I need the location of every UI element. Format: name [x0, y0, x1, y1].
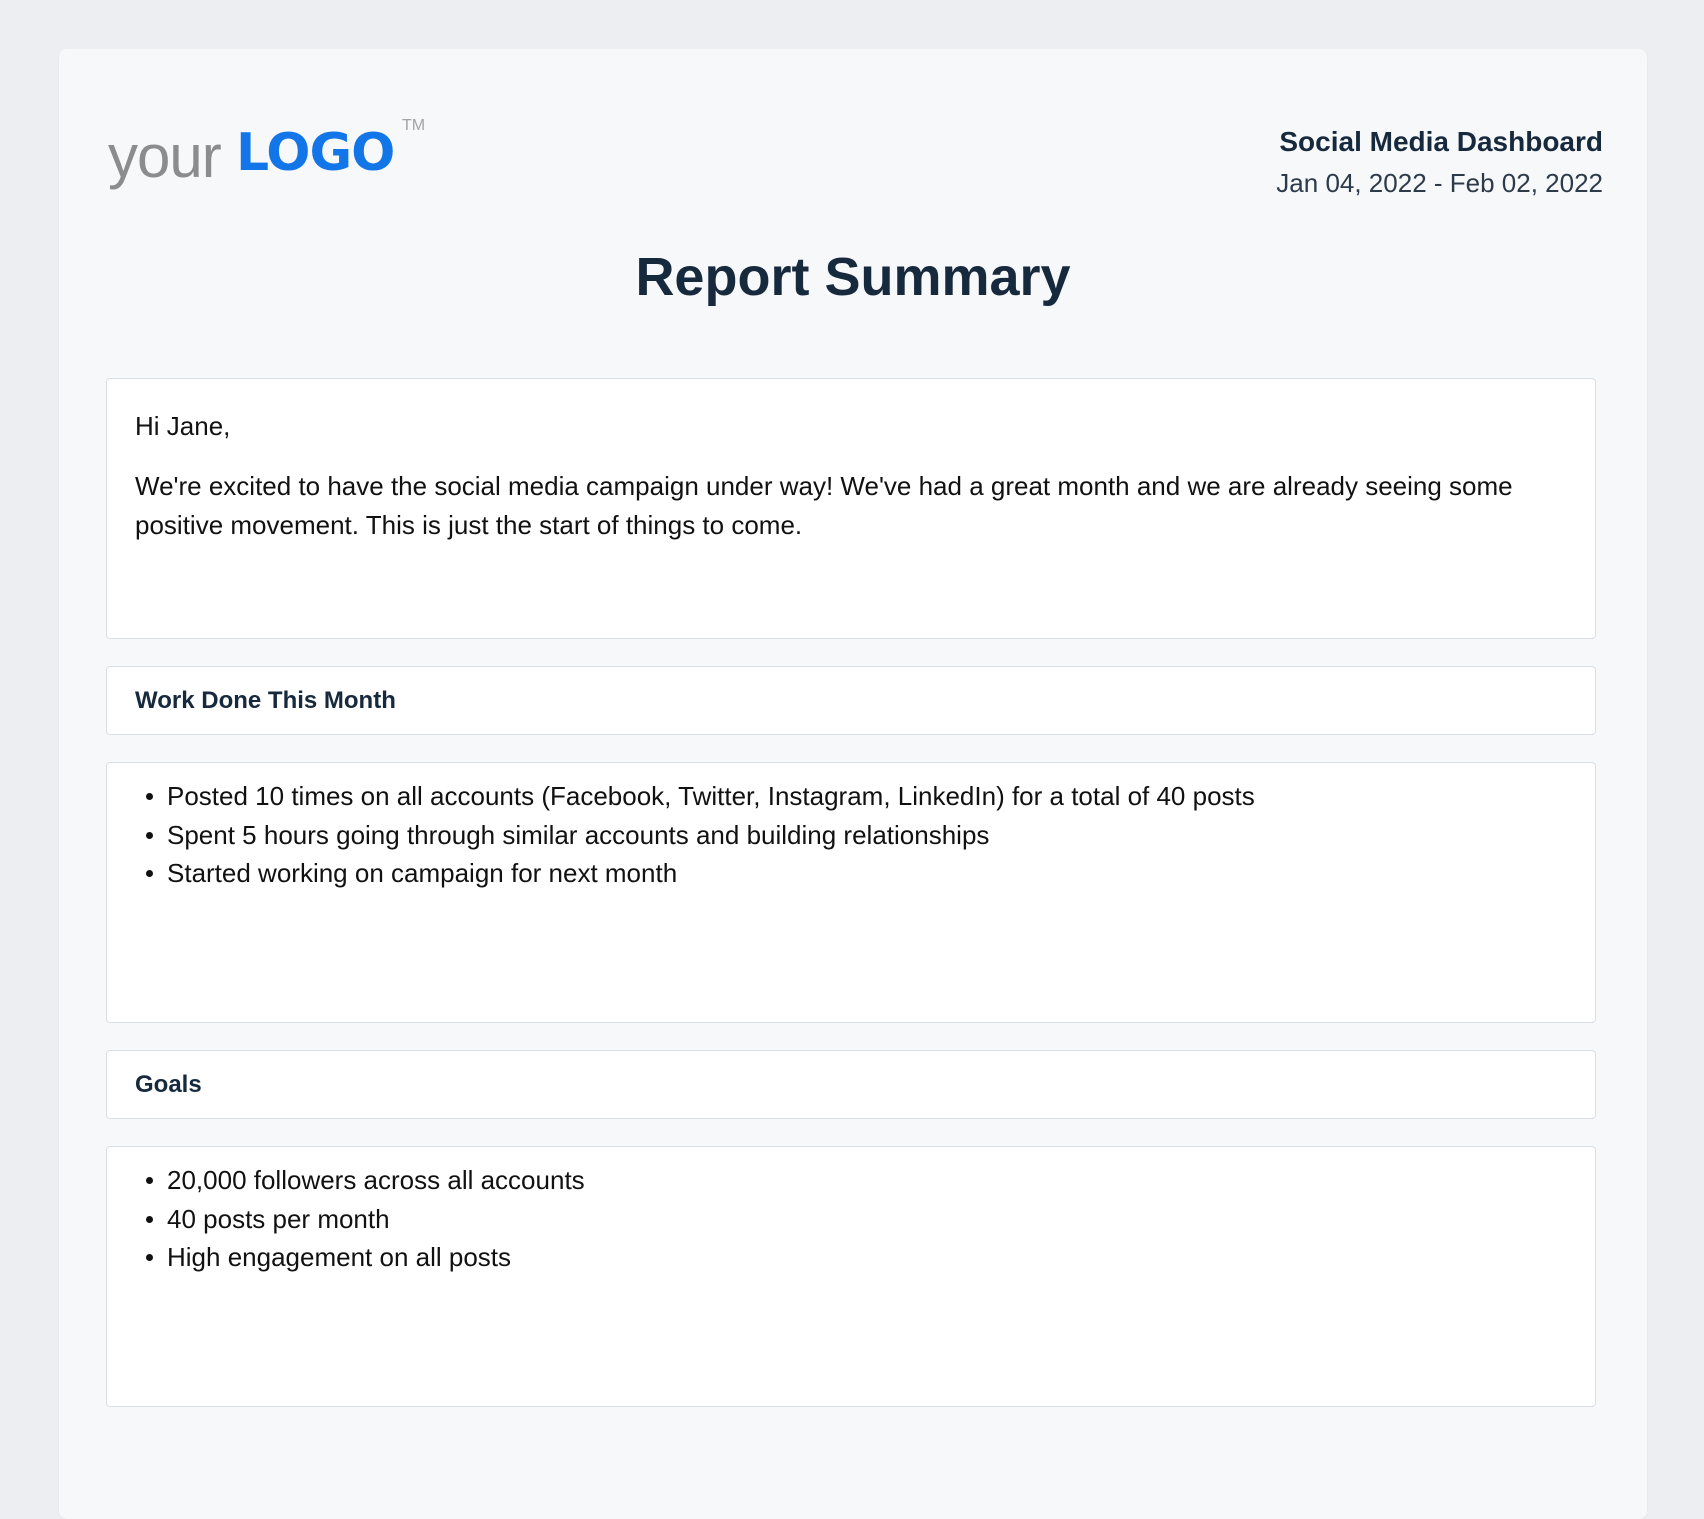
page-title: Report Summary: [635, 247, 1071, 307]
goals-header: [106, 1050, 1596, 1119]
list-item: High engagement on all posts: [167, 1238, 1567, 1277]
greeting-body: We're excited to have the social media campaign under way! We've had a great month and we are already seeing some positive movement. This is just the start of things to come.: [135, 471, 1513, 540]
list-item: Spent 5 hours going through similar accounts and building relationships: [167, 816, 1567, 855]
report-header-info: [1276, 125, 1603, 199]
report-page: [59, 49, 1647, 1519]
work-done-header: [106, 666, 1596, 735]
greeting-salutation: Hi Jane,: [135, 411, 231, 441]
work-done-list-card: [106, 762, 1596, 1023]
date-range: Jan 04, 2022 - Feb 02, 2022: [1276, 168, 1603, 198]
company-logo: [108, 119, 428, 199]
list-item: Posted 10 times on all accounts (Facebook, Twitter, Instagram, LinkedIn) for a total of 40 posts: [167, 777, 1567, 816]
list-item: Started working on campaign for next month: [167, 854, 1567, 893]
logo-trademark: TM: [402, 117, 426, 134]
work-done-heading: Work Done This Month: [135, 686, 396, 714]
dashboard-title: Social Media Dashboard: [1279, 126, 1603, 157]
goals-heading: Goals: [135, 1070, 202, 1098]
greeting-card: [106, 378, 1596, 639]
list-item: 40 posts per month: [167, 1200, 1567, 1239]
goals-list: [135, 1161, 1567, 1277]
list-item: 20,000 followers across all accounts: [167, 1161, 1567, 1200]
logo-word: LOGO: [236, 123, 395, 183]
work-done-list: [135, 777, 1567, 893]
logo-prefix: your: [108, 123, 221, 190]
goals-list-card: [106, 1146, 1596, 1407]
